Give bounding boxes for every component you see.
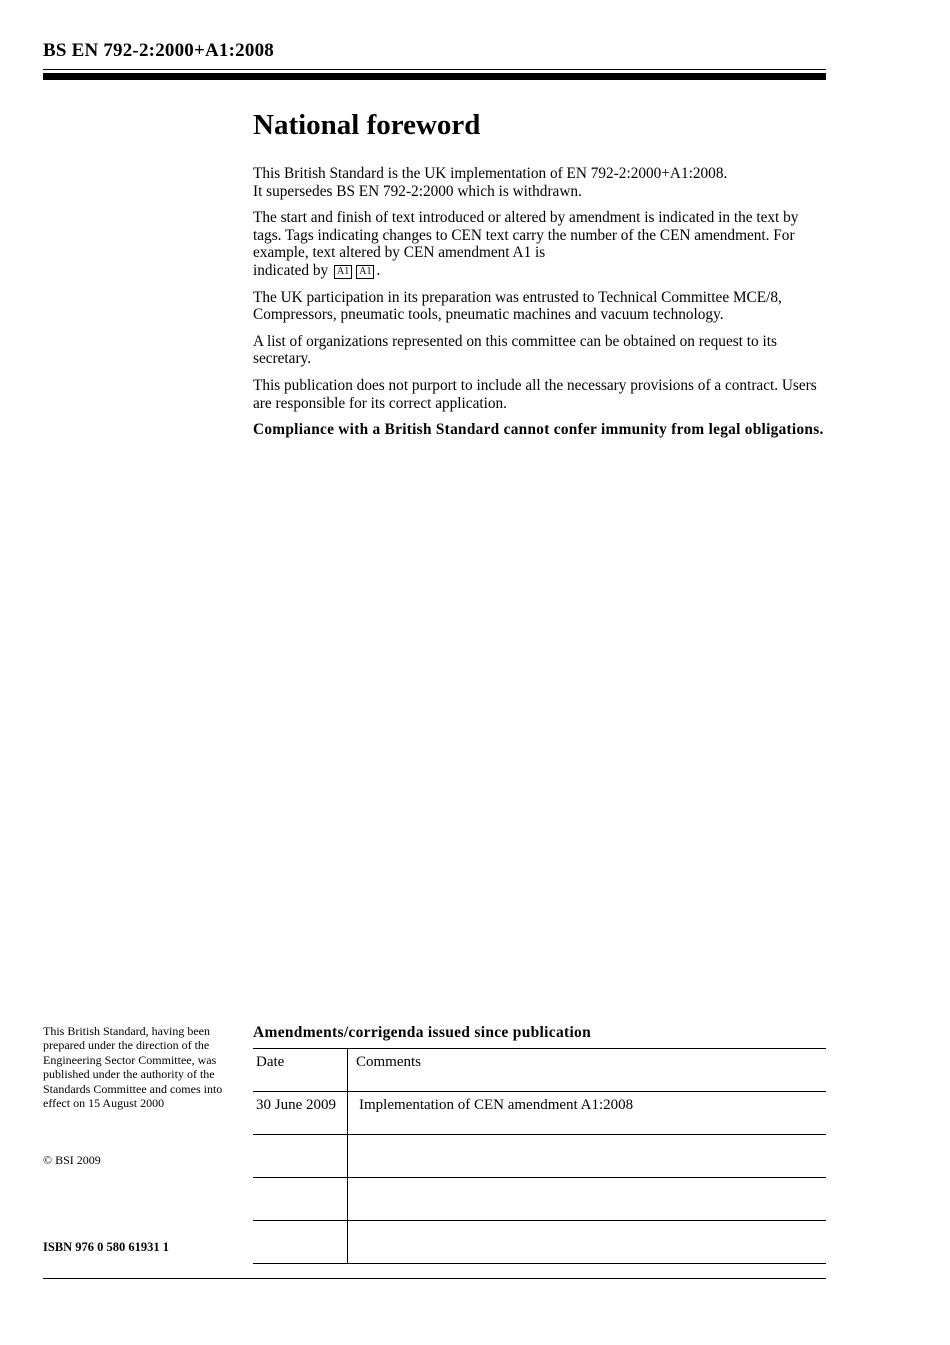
row-comment-empty (349, 1135, 826, 1177)
footer-rule (43, 1278, 826, 1279)
document-identifier: BS EN 792-2:2000+A1:2008 (43, 40, 274, 61)
table-header-row (253, 1048, 826, 1091)
header-rule-thick (43, 73, 826, 80)
paragraph-organizations: A list of organizations represented on this committee can be obtained on request to its secretary. (253, 332, 777, 368)
amendment-tags-text: The start and finish of text introduced or altered by amendment is indicated in the text by tags. Tags indicating changes to CEN text carry the number of the CEN amendment. For example, text altered by CEN amendment A1 is (253, 209, 799, 262)
paragraph-provisions: This publication does not purport to include all the necessary provisions of a contract. Users are responsible for its correct application. (253, 376, 817, 412)
row-date-empty (253, 1135, 348, 1177)
table-row-empty (253, 1134, 826, 1177)
amendment-open-tag-icon: A1 (334, 265, 352, 279)
header-date: Date (253, 1049, 348, 1091)
amendments-table (253, 1048, 826, 1264)
supersedes-line: It supersedes BS EN 792-2:2000 which is withdrawn. (253, 182, 582, 200)
row-comment: Implementation of CEN amendment A1:2008 (359, 1097, 634, 1113)
paragraph-implementation (253, 165, 825, 200)
table-row-empty (253, 1177, 826, 1220)
amendment-close-tag-icon: A1 (356, 265, 374, 279)
isbn: ISBN 976 0 580 61931 1 (43, 1240, 170, 1254)
header-comments: Comments (356, 1054, 422, 1070)
table-row-empty (253, 1220, 826, 1264)
paragraph-amendment-tags (253, 209, 825, 279)
page-title: National foreword (253, 109, 481, 141)
row-comment-empty (349, 1221, 826, 1263)
implementation-line: This British Standard is the UK implementation of EN 792-2:2000+A1:2008. (253, 165, 728, 182)
row-date-empty (253, 1178, 348, 1220)
indicated-by-end: . (376, 261, 381, 279)
paragraph-compliance: Compliance with a British Standard cannot confer immunity from legal obligations. (253, 421, 824, 439)
row-comment-empty (349, 1178, 826, 1220)
publication-note: This British Standard, having been prepared under the direction of the Engineering Sector Committee, was published under the authority of the Standards Committee and comes into effect on 15 August 2000 (43, 1024, 223, 1111)
table-row (253, 1091, 826, 1134)
row-date: 30 June 2009 (253, 1092, 348, 1134)
header-rule-thin (43, 69, 826, 70)
row-date-empty (253, 1221, 348, 1263)
indicated-by-text: indicated by (253, 261, 329, 279)
copyright-notice: © BSI 2009 (43, 1153, 101, 1167)
national-foreword (253, 108, 825, 448)
amendments-title: Amendments/corrigenda issued since publication (253, 1024, 592, 1041)
paragraph-committee: The UK participation in its preparation was entrusted to Technical Committee MCE/8, Compressors, pneumatic tools, pneumatic machines and vacuum technology. (253, 288, 782, 324)
